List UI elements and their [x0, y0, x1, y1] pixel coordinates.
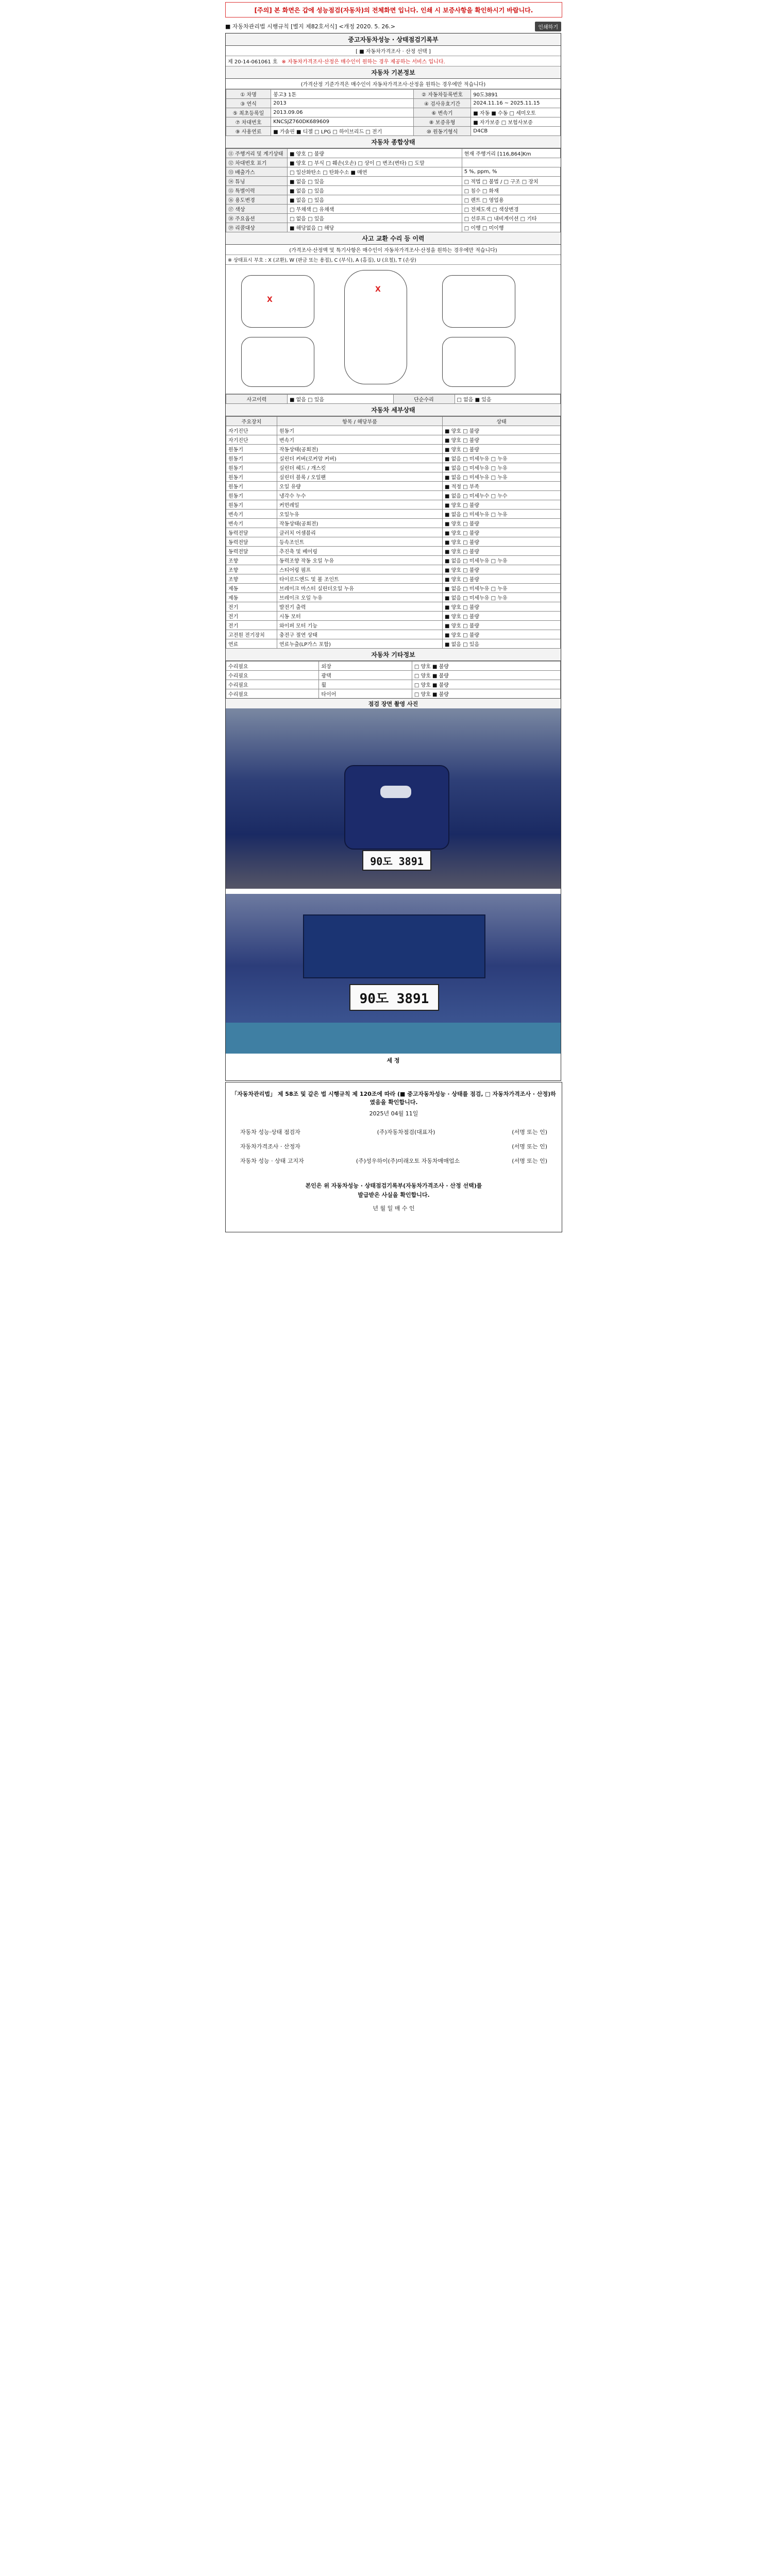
general-status-value: □ 적법 □ 불법 / □ 구조 □ 장치 — [462, 177, 560, 186]
details-item: 연료누출(LP가스 포함) — [277, 639, 443, 649]
etc-status: □ 양호 ■ 불량 — [412, 662, 560, 671]
basic-info-title: 자동차 기본정보 — [226, 66, 561, 79]
top-line — [225, 21, 561, 32]
general-status-label: ⑬ 배출가스 — [226, 167, 288, 177]
form-reference: ■ 자동차관리법 시행규칙 [별지 제82호서식] <개정 2020. 5. 26.> — [225, 23, 396, 30]
signer-sign: (서명 또는 인) — [512, 1129, 547, 1136]
details-row — [226, 454, 561, 463]
sign-footer-3: 년 월 일 매 수 인 — [373, 1205, 415, 1212]
signature-block — [225, 1082, 562, 1232]
basic-info-value: 2013 — [271, 99, 414, 108]
sign-footer-2: 발급받은 사실을 확인합니다. — [358, 1192, 430, 1198]
sign-date: 2025년 04월 11일 — [369, 1110, 418, 1117]
photo-front — [226, 708, 561, 889]
general-status-label: ⑮ 특별이력 — [226, 186, 288, 195]
general-status-value: □ 이행 □ 미이행 — [462, 223, 560, 232]
signer-name: (주)자동차점검(대표자) — [377, 1129, 435, 1136]
basic-info-label: ① 차명 — [226, 90, 271, 99]
details-row — [226, 482, 561, 491]
details-row — [226, 612, 561, 621]
photo-caption: 세 정 — [386, 1057, 400, 1064]
details-device: 동력전달 — [226, 528, 277, 537]
details-row — [226, 537, 561, 547]
details-row — [226, 528, 561, 537]
license-plate-rear: 90도 3891 — [349, 984, 439, 1011]
details-status: ■ 없음 □ 있음 — [443, 639, 561, 649]
basic-info-row — [226, 90, 561, 99]
accident-title: 사고 교환 수리 등 이력 — [226, 232, 561, 245]
details-device: 전기 — [226, 612, 277, 621]
basic-info-value: 봉고3 1톤 — [271, 90, 414, 99]
basic-info-row — [226, 117, 561, 127]
details-device: 조향 — [226, 556, 277, 565]
basic-info-row — [226, 127, 561, 136]
form-frame — [225, 33, 561, 1081]
basic-info-label: ③ 연식 — [226, 99, 271, 108]
details-device: 전기 — [226, 621, 277, 630]
print-button[interactable]: 인쇄하기 — [535, 22, 561, 31]
signature-row — [226, 1154, 562, 1168]
details-status: ■ 양호 □ 불량 — [443, 445, 561, 454]
general-status-value: ■ 없음 □ 있음 — [288, 177, 462, 186]
accident-result-table — [226, 394, 561, 404]
general-status-title: 자동차 종합상태 — [226, 136, 561, 148]
signer-sign: (서명 또는 인) — [512, 1143, 547, 1150]
details-device: 제동 — [226, 593, 277, 602]
details-device: 변속기 — [226, 510, 277, 519]
basic-info-value: D4CB — [471, 127, 561, 136]
details-item: 추진축 및 베어링 — [277, 547, 443, 556]
basic-info-label: ⑨ 사용연료 — [226, 127, 271, 136]
basic-info-table — [226, 89, 561, 136]
document-number-row — [226, 56, 561, 66]
car-frame-rear-view — [442, 337, 515, 387]
basic-info-value: ■ 자가보증 □ 보험사보증 — [471, 117, 561, 127]
general-status-value: □ 침수 □ 화재 — [462, 186, 560, 195]
details-item: 변속기 — [277, 435, 443, 445]
car-left-view — [241, 275, 314, 328]
details-status: ■ 양호 □ 불량 — [443, 528, 561, 537]
details-row — [226, 565, 561, 574]
sign-statement: 「자동차관리법」 제 58조 및 같은 법 시행규칙 제 120조에 따라 (■ 중고자동차성능 · 상태를 점검, □ 자동차가격조사 · 산정)하였음을 확인합니다. — [231, 1091, 556, 1106]
details-status: ■ 양호 □ 불량 — [443, 537, 561, 547]
alert-banner: [주의] 본 화면은 갑에 성능점검(자동차)의 전체화면 입니다. 인쇄 시 보증사항을 확인하시기 바랍니다. — [225, 2, 562, 18]
details-device: 원동기 — [226, 500, 277, 510]
details-row — [226, 435, 561, 445]
repair-value: □ 없음 ■ 있음 — [455, 395, 561, 404]
details-item: 와이퍼 모터 기능 — [277, 621, 443, 630]
signer-role: 자동차가격조사 · 산정자 — [240, 1143, 300, 1150]
details-status: ■ 없음 □ 미세누유 □ 누유 — [443, 510, 561, 519]
basic-info-value: 2024.11.16 ~ 2025.11.15 — [471, 99, 561, 108]
general-status-row — [226, 167, 561, 177]
details-item: 실린더 블록 / 오일팬 — [277, 472, 443, 482]
general-status-label: ⑱ 주요옵션 — [226, 214, 288, 223]
details-row — [226, 500, 561, 510]
details-item: 작동상태(공회전) — [277, 519, 443, 528]
details-device: 동력전달 — [226, 537, 277, 547]
details-row — [226, 621, 561, 630]
accident-legend: ※ 상태표시 부호 : X (교환), W (판금 또는 용접), C (부식), A (흠집), U (요철), T (손상) — [226, 255, 561, 265]
details-device: 원동기 — [226, 472, 277, 482]
details-row — [226, 630, 561, 639]
details-item: 스티어링 펌프 — [277, 565, 443, 574]
etc-item: 광택 — [319, 671, 412, 680]
general-status-value: □ 없음 □ 있음 — [288, 214, 462, 223]
details-row — [226, 426, 561, 435]
etc-group: 수리필요 — [226, 680, 319, 689]
details-status: ■ 양호 □ 불량 — [443, 621, 561, 630]
details-device: 원동기 — [226, 491, 277, 500]
general-status-value: □ 렌트 □ 영업용 — [462, 195, 560, 205]
damage-mark-x: X — [375, 285, 381, 294]
signer-sign: (서명 또는 인) — [512, 1158, 547, 1164]
details-item: 작동상태(공회전) — [277, 445, 443, 454]
document-subtitle: [ ■ 자동차가격조사 · 산정 선택 ] — [226, 46, 561, 56]
details-row — [226, 602, 561, 612]
etc-group: 수리필요 — [226, 662, 319, 671]
details-device: 동력전달 — [226, 547, 277, 556]
basic-info-label: ④ 검사유효기간 — [413, 99, 471, 108]
basic-info-value: KNCSJZ760DK689609 — [271, 117, 414, 127]
details-status: ■ 양호 □ 불량 — [443, 426, 561, 435]
details-status: ■ 양호 □ 불량 — [443, 519, 561, 528]
sign-footer-1: 본인은 위 자동차성능 · 상태점검기록부(자동차가격조사 · 산정 선택)를 — [305, 1182, 482, 1189]
accident-sub: (가격조사·산정액 및 특기사항은 매수인이 자동차가격조사·산정을 원하는 경우에만 적습니다) — [226, 245, 561, 255]
details-row — [226, 547, 561, 556]
details-status: ■ 없음 □ 미세누유 □ 누유 — [443, 593, 561, 602]
details-row — [226, 574, 561, 584]
details-row — [226, 491, 561, 500]
details-status: ■ 없음 □ 미세누유 □ 누유 — [443, 472, 561, 482]
details-status: ■ 없음 □ 미세누유 □ 누유 — [443, 463, 561, 472]
etc-row — [226, 671, 561, 680]
basic-info-label: ⑦ 차대번호 — [226, 117, 271, 127]
details-table — [226, 416, 561, 649]
general-status-value: ■ 해당없음 □ 해당 — [288, 223, 462, 232]
car-frame-front-view — [241, 337, 314, 387]
basic-info-label: ⑤ 최초등록일 — [226, 108, 271, 117]
details-item: 오일 유량 — [277, 482, 443, 491]
general-status-value: ■ 양호 □ 불량 — [288, 149, 462, 158]
details-item: 원동기 — [277, 426, 443, 435]
details-status: ■ 없음 □ 미세누유 □ 누유 — [443, 454, 561, 463]
general-status-label: ⑫ 차대번호 표기 — [226, 158, 288, 167]
etc-status: □ 양호 ■ 불량 — [412, 680, 560, 689]
basic-info-value: 90도3891 — [471, 90, 561, 99]
general-status-row — [226, 195, 561, 205]
details-col-status: 상태 — [443, 417, 561, 426]
general-status-label: ⑯ 용도변경 — [226, 195, 288, 205]
general-status-value: ■ 없음 □ 있음 — [288, 195, 462, 205]
details-device: 변속기 — [226, 519, 277, 528]
details-status: ■ 양호 □ 불량 — [443, 565, 561, 574]
details-item: 오일누유 — [277, 510, 443, 519]
basic-info-sub: (가격산정 기준가격은 매수인이 자동차가격조사·산정을 원하는 경우에만 적습니다) — [226, 79, 561, 89]
general-status-label: ⑲ 리콜대상 — [226, 223, 288, 232]
details-status: ■ 양호 □ 불량 — [443, 602, 561, 612]
basic-info-label: ⑧ 보증유형 — [413, 117, 471, 127]
details-item: 충전구 절연 상태 — [277, 630, 443, 639]
details-row — [226, 510, 561, 519]
details-device: 제동 — [226, 584, 277, 593]
basic-info-label: ② 자동차등록번호 — [413, 90, 471, 99]
details-title: 자동차 세부상태 — [226, 404, 561, 416]
photo-rear — [226, 894, 561, 1054]
details-item: 동력조향 작동 오일 누유 — [277, 556, 443, 565]
details-item: 커먼레일 — [277, 500, 443, 510]
general-status-label: ⑭ 튜닝 — [226, 177, 288, 186]
signer-role: 자동차 성능 · 상태 고지자 — [240, 1158, 304, 1164]
etc-group: 수리필요 — [226, 689, 319, 699]
details-row — [226, 472, 561, 482]
photo-title: 점검 장면 촬영 사진 — [226, 698, 561, 709]
basic-info-value: 2013.09.06 — [271, 108, 414, 117]
details-status: ■ 양호 □ 불량 — [443, 574, 561, 584]
basic-info-label: ⑩ 원동기형식 — [413, 127, 471, 136]
details-status: ■ 적정 □ 부족 — [443, 482, 561, 491]
etc-group: 수리필요 — [226, 671, 319, 680]
details-item: 브레이크 마스터 실린더오일 누유 — [277, 584, 443, 593]
details-status: ■ 양호 □ 불량 — [443, 500, 561, 510]
signer-name: (주)성우하이(주)미래오토 자동차매매업소 — [356, 1158, 460, 1164]
car-diagram — [226, 265, 561, 394]
details-status: ■ 없음 □ 미세누유 □ 누유 — [443, 584, 561, 593]
details-item: 실린더 헤드 / 개스킷 — [277, 463, 443, 472]
basic-info-row — [226, 99, 561, 108]
details-device: 전기 — [226, 602, 277, 612]
floor — [226, 1023, 561, 1054]
general-status-value: □ 전체도색 □ 색상변경 — [462, 205, 560, 214]
etc-item: 외장 — [319, 662, 412, 671]
general-status-value: □ 선루프 □ 내비게이션 □ 기타 — [462, 214, 560, 223]
document-title: 중고자동차성능 · 상태점검기록부 — [226, 33, 561, 46]
general-status-value: □ 무채색 □ 유채색 — [288, 205, 462, 214]
details-item: 브레이크 오일 누유 — [277, 593, 443, 602]
etc-status: □ 양호 ■ 불량 — [412, 689, 560, 699]
details-item: 실린더 커버(로커암 커버) — [277, 454, 443, 463]
general-status-value: ■ 없음 □ 있음 — [288, 186, 462, 195]
details-device: 자기진단 — [226, 426, 277, 435]
car-right-view — [442, 275, 515, 328]
details-row — [226, 445, 561, 454]
details-status: ■ 없음 □ 미세누유 □ 누유 — [443, 556, 561, 565]
etc-status: □ 양호 ■ 불량 — [412, 671, 560, 680]
details-item: 발전기 출력 — [277, 602, 443, 612]
basic-info-value: ■ 자동 ■ 수동 □ 세미오토 — [471, 108, 561, 117]
basic-info-row — [226, 108, 561, 117]
details-row — [226, 556, 561, 565]
details-row — [226, 519, 561, 528]
details-device: 원동기 — [226, 454, 277, 463]
general-status-row — [226, 186, 561, 195]
general-status-value: 5 %, ppm, % — [462, 167, 560, 177]
details-row — [226, 463, 561, 472]
details-status: ■ 양호 □ 불량 — [443, 435, 561, 445]
details-item: 냉각수 누수 — [277, 491, 443, 500]
document-number: 제 20-14-061061 호 — [228, 59, 278, 65]
general-status-row — [226, 149, 561, 158]
basic-info-label: ⑥ 변속기 — [413, 108, 471, 117]
details-device: 원동기 — [226, 463, 277, 472]
details-device: 원동기 — [226, 445, 277, 454]
general-status-row — [226, 205, 561, 214]
details-item: 클러치 어셈블리 — [277, 528, 443, 537]
details-device: 자기진단 — [226, 435, 277, 445]
general-status-value: ■ 양호 □ 부식 □ 훼손(오손) □ 상이 □ 변조(변타) □ 도말 — [288, 158, 462, 167]
details-status: ■ 양호 □ 불량 — [443, 547, 561, 556]
signature-row — [226, 1125, 562, 1139]
repair-label: 단순수리 — [393, 395, 455, 404]
details-row — [226, 584, 561, 593]
signature-row — [226, 1139, 562, 1154]
details-device: 고전원 전기장치 — [226, 630, 277, 639]
truck-cab — [344, 765, 449, 850]
details-status: ■ 양호 □ 불량 — [443, 630, 561, 639]
signer-role: 자동차 성능·상태 점검자 — [240, 1129, 300, 1136]
details-col-item: 항목 / 해당부품 — [277, 417, 443, 426]
details-device: 조향 — [226, 565, 277, 574]
details-row — [226, 639, 561, 649]
general-status-label: ⑪ 주행거리 및 계기상태 — [226, 149, 288, 158]
damage-mark-x: X — [267, 296, 273, 304]
details-status: ■ 없음 □ 미세누수 □ 누수 — [443, 491, 561, 500]
accident-label: 사고이력 — [226, 395, 288, 404]
general-status-row — [226, 223, 561, 232]
details-row — [226, 593, 561, 602]
basic-info-value: ■ 가솔린 ■ 디젤 □ LPG □ 하이브리드 □ 전기 — [271, 127, 414, 136]
general-status-value: 현재 주행거리 [116,864]Km — [462, 149, 560, 158]
details-status: ■ 양호 □ 불량 — [443, 612, 561, 621]
truck-bed — [303, 914, 485, 978]
general-status-label: ⑰ 색상 — [226, 205, 288, 214]
etc-row — [226, 662, 561, 671]
details-item: 등속조인트 — [277, 537, 443, 547]
etc-row — [226, 680, 561, 689]
etc-item: 휠 — [319, 680, 412, 689]
general-status-value: □ 일산화탄소 □ 탄화수소 ■ 매연 — [288, 167, 462, 177]
etc-title: 자동차 기타정보 — [226, 649, 561, 661]
details-device: 원동기 — [226, 482, 277, 491]
accident-value: ■ 없음 □ 있음 — [288, 395, 394, 404]
truck-logo — [380, 786, 411, 798]
general-status-row — [226, 158, 561, 167]
document-note: ※ 자동차가격조사·산정은 매수인이 원하는 경우 제공하는 서비스 입니다. — [281, 59, 445, 65]
etc-item: 타이어 — [319, 689, 412, 699]
general-status-row — [226, 177, 561, 186]
general-status-table — [226, 148, 561, 232]
details-col-device: 주요장치 — [226, 417, 277, 426]
details-item: 타이로드엔드 및 볼 조인트 — [277, 574, 443, 584]
details-device: 연료 — [226, 639, 277, 649]
etc-row — [226, 689, 561, 699]
details-device: 조향 — [226, 574, 277, 584]
general-status-row — [226, 214, 561, 223]
details-item: 시동 모터 — [277, 612, 443, 621]
license-plate-front: 90도 3891 — [362, 850, 431, 871]
